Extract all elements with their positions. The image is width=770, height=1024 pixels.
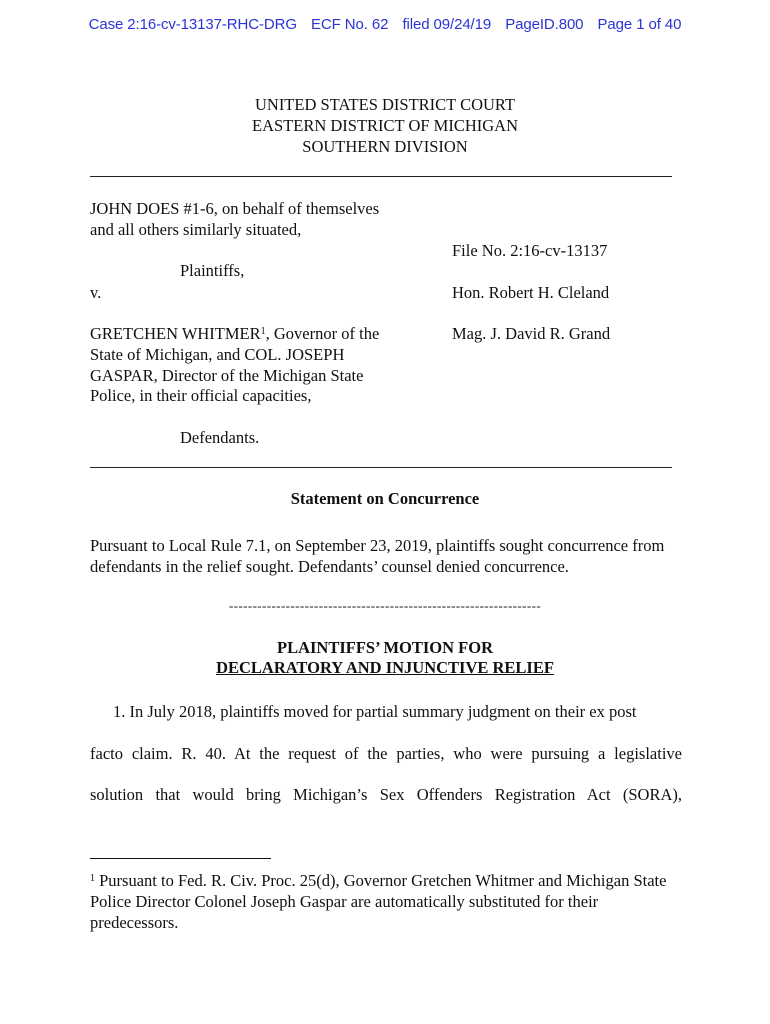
court-division: SOUTHERN DIVISION — [302, 137, 468, 156]
page-count: Page 1 of 40 — [597, 16, 682, 33]
footnote-separator — [90, 858, 271, 859]
motion-title — [0, 638, 770, 678]
footnote-ref[interactable]: 1 — [260, 326, 266, 337]
defendants-label: Defendants. — [180, 428, 260, 447]
court-name: UNITED STATES DISTRICT COURT — [254, 95, 515, 114]
defendants-block — [90, 324, 379, 407]
magistrate-name: Mag. J. David R. Grand — [452, 324, 611, 343]
plaintiffs-label: Plaintiffs, — [180, 261, 245, 280]
caption-top-rule — [90, 176, 672, 177]
footnote — [90, 870, 682, 933]
plaintiffs-block — [90, 199, 379, 241]
section-separator: ------------------------------------------------------------------ — [228, 598, 542, 613]
judge-name: Hon. Robert H. Cleland — [452, 283, 610, 302]
plaintiffs-line-1: JOHN DOES #1-6, on behalf of themselves — [90, 199, 380, 218]
defendants-line-3: GASPAR, Director of the Michigan State — [90, 365, 364, 385]
filed-date: filed 09/24/19 — [402, 16, 492, 33]
motion-title-line-1: PLAINTIFFS’ MOTION FOR — [276, 638, 494, 657]
footnote-number: 1 — [90, 873, 95, 884]
court-heading — [0, 94, 770, 157]
paragraph-1-line-2: facto claim. R. 40. At the request of the parties, who were pursuing a legislative — [90, 744, 682, 763]
concurrence-text: Pursuant to Local Rule 7.1, on September 23, 2019, plaintiffs sought concurrence from defendants in the relief sought. Defendants’ counsel denied concurrence. — [90, 536, 665, 576]
court-district: EASTERN DISTRICT OF MICHIGAN — [252, 116, 518, 135]
caption-bottom-rule — [90, 467, 672, 468]
defendants-line-4: Police, in their official capacities, — [90, 386, 312, 406]
case-number: Case 2:16-cv-13137-RHC-DRG — [88, 16, 297, 33]
paragraph-1-line-1: 1. In July 2018, plaintiffs moved for partial summary judgment on their ex post — [113, 702, 637, 721]
ecf-number: ECF No. 62 — [310, 16, 389, 33]
defendants-line-1: GRETCHEN WHITMER$^1$, Governor of the — [90, 324, 380, 343]
versus: v. — [90, 283, 102, 302]
plaintiffs-line-2: and all others similarly situated, — [90, 219, 302, 239]
paragraph-1-line-3: solution that would bring Michigan’s Sex Offenders Registration Act (SORA), — [90, 785, 682, 804]
motion-title-line-2: DECLARATORY AND INJUNCTIVE RELIEF — [216, 658, 554, 677]
ecf-header — [0, 16, 770, 33]
file-number: File No. 2:16-cv-13137 — [452, 241, 608, 260]
page-id: PageID.800 — [505, 16, 584, 33]
defendants-line-2: State of Michigan, and COL. JOSEPH — [90, 344, 345, 364]
concurrence-heading: Statement on Concurrence — [290, 489, 480, 508]
footnote-text: Pursuant to Fed. R. Civ. Proc. 25(d), Governor Gretchen Whitmer and Michigan State Police Director Colonel Joseph Gaspar are automatically substituted for their predecessors. — [90, 871, 667, 932]
